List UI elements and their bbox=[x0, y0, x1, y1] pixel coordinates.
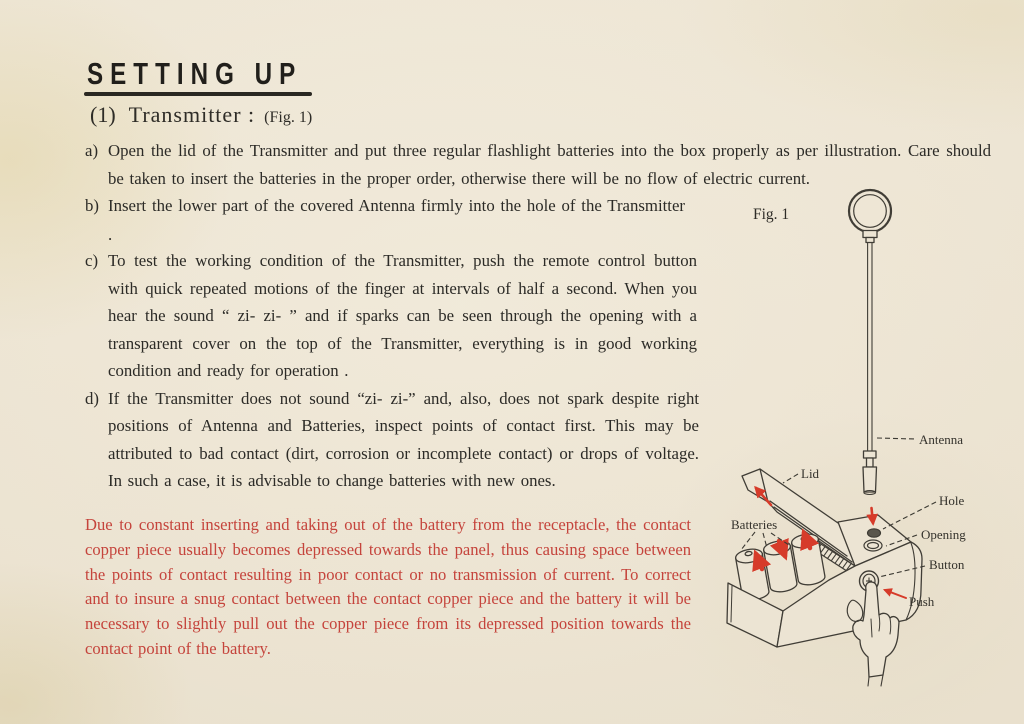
title-underline bbox=[84, 92, 312, 96]
antenna-leader bbox=[877, 438, 915, 439]
step-text: Insert the lower part of the covered Antenna firmly into the hole of the Transmitter . bbox=[108, 196, 685, 244]
step-label: c) bbox=[85, 251, 99, 270]
hole-leader bbox=[883, 502, 936, 529]
page-title: SETTING UP bbox=[87, 56, 303, 91]
figure-label-hole: Hole bbox=[939, 493, 965, 508]
section-heading bbox=[90, 102, 312, 128]
step-d bbox=[85, 385, 699, 494]
figure-label-lid: Lid bbox=[801, 466, 820, 481]
antenna-drawing bbox=[849, 190, 891, 495]
step-text: To test the working condition of the Transmitter, push the remote control button with quick repeated motions of the finger at intervals of half a second. When you hear the sound “ zi- zi- ” and if sparks can be seen through the opening with a transparent cover on the top of the Transmitter, everything is in good working condition and ready for operation . bbox=[108, 251, 697, 380]
step-text: Open the lid of the Transmitter and put three regular flashlight batteries into the box properly as per illustration. Care should be taken to insert the batteries in the proper order, otherwise there will be no flow of electric current. bbox=[108, 141, 991, 188]
figure-label-push: Push bbox=[909, 594, 935, 609]
figure-1-illustration bbox=[725, 185, 1024, 724]
lid-leader bbox=[783, 474, 798, 483]
warning-paragraph: Due to constant inserting and taking out of the battery from the receptacle, the contact copper piece usually becomes depressed towards the panel, thus causing space between the points of contact resulting in poor contact or no transmission of current. To correct and to insure a snug contact between the contact copper piece and the battery it will be necessary to slightly pull out the copper piece from its depressed position towards the contact point of the battery. bbox=[85, 515, 691, 658]
batteries-leader bbox=[741, 532, 755, 550]
step-text: If the Transmitter does not sound “zi- zi-” and, also, does not spark despite right positions of Antenna and Batteries, inspect points of contact first. This may be attributed to bad contact (dirt, corrosion or incomplete contact) or drops of voltage. In such a case, it is advisable to change batteries with new ones. bbox=[108, 389, 699, 490]
figure-label-batteries: Batteries bbox=[731, 517, 778, 532]
figure-label-opening: Opening bbox=[921, 527, 966, 542]
step-c bbox=[85, 247, 697, 385]
figure-label-antenna: Antenna bbox=[919, 432, 964, 447]
section-figure-reference: (Fig. 1) bbox=[264, 109, 313, 126]
figure-label-button: Button bbox=[929, 557, 965, 572]
step-label: b) bbox=[85, 196, 99, 215]
section-number: (1) bbox=[90, 102, 116, 127]
step-b bbox=[85, 191, 685, 249]
hole-drawing bbox=[868, 529, 881, 537]
step-label: d) bbox=[85, 389, 99, 408]
step-label: a) bbox=[85, 141, 99, 160]
section-name: Transmitter : bbox=[128, 102, 256, 127]
antenna-insert-arrow bbox=[872, 508, 874, 523]
figure-caption: Fig. 1 bbox=[753, 206, 790, 223]
